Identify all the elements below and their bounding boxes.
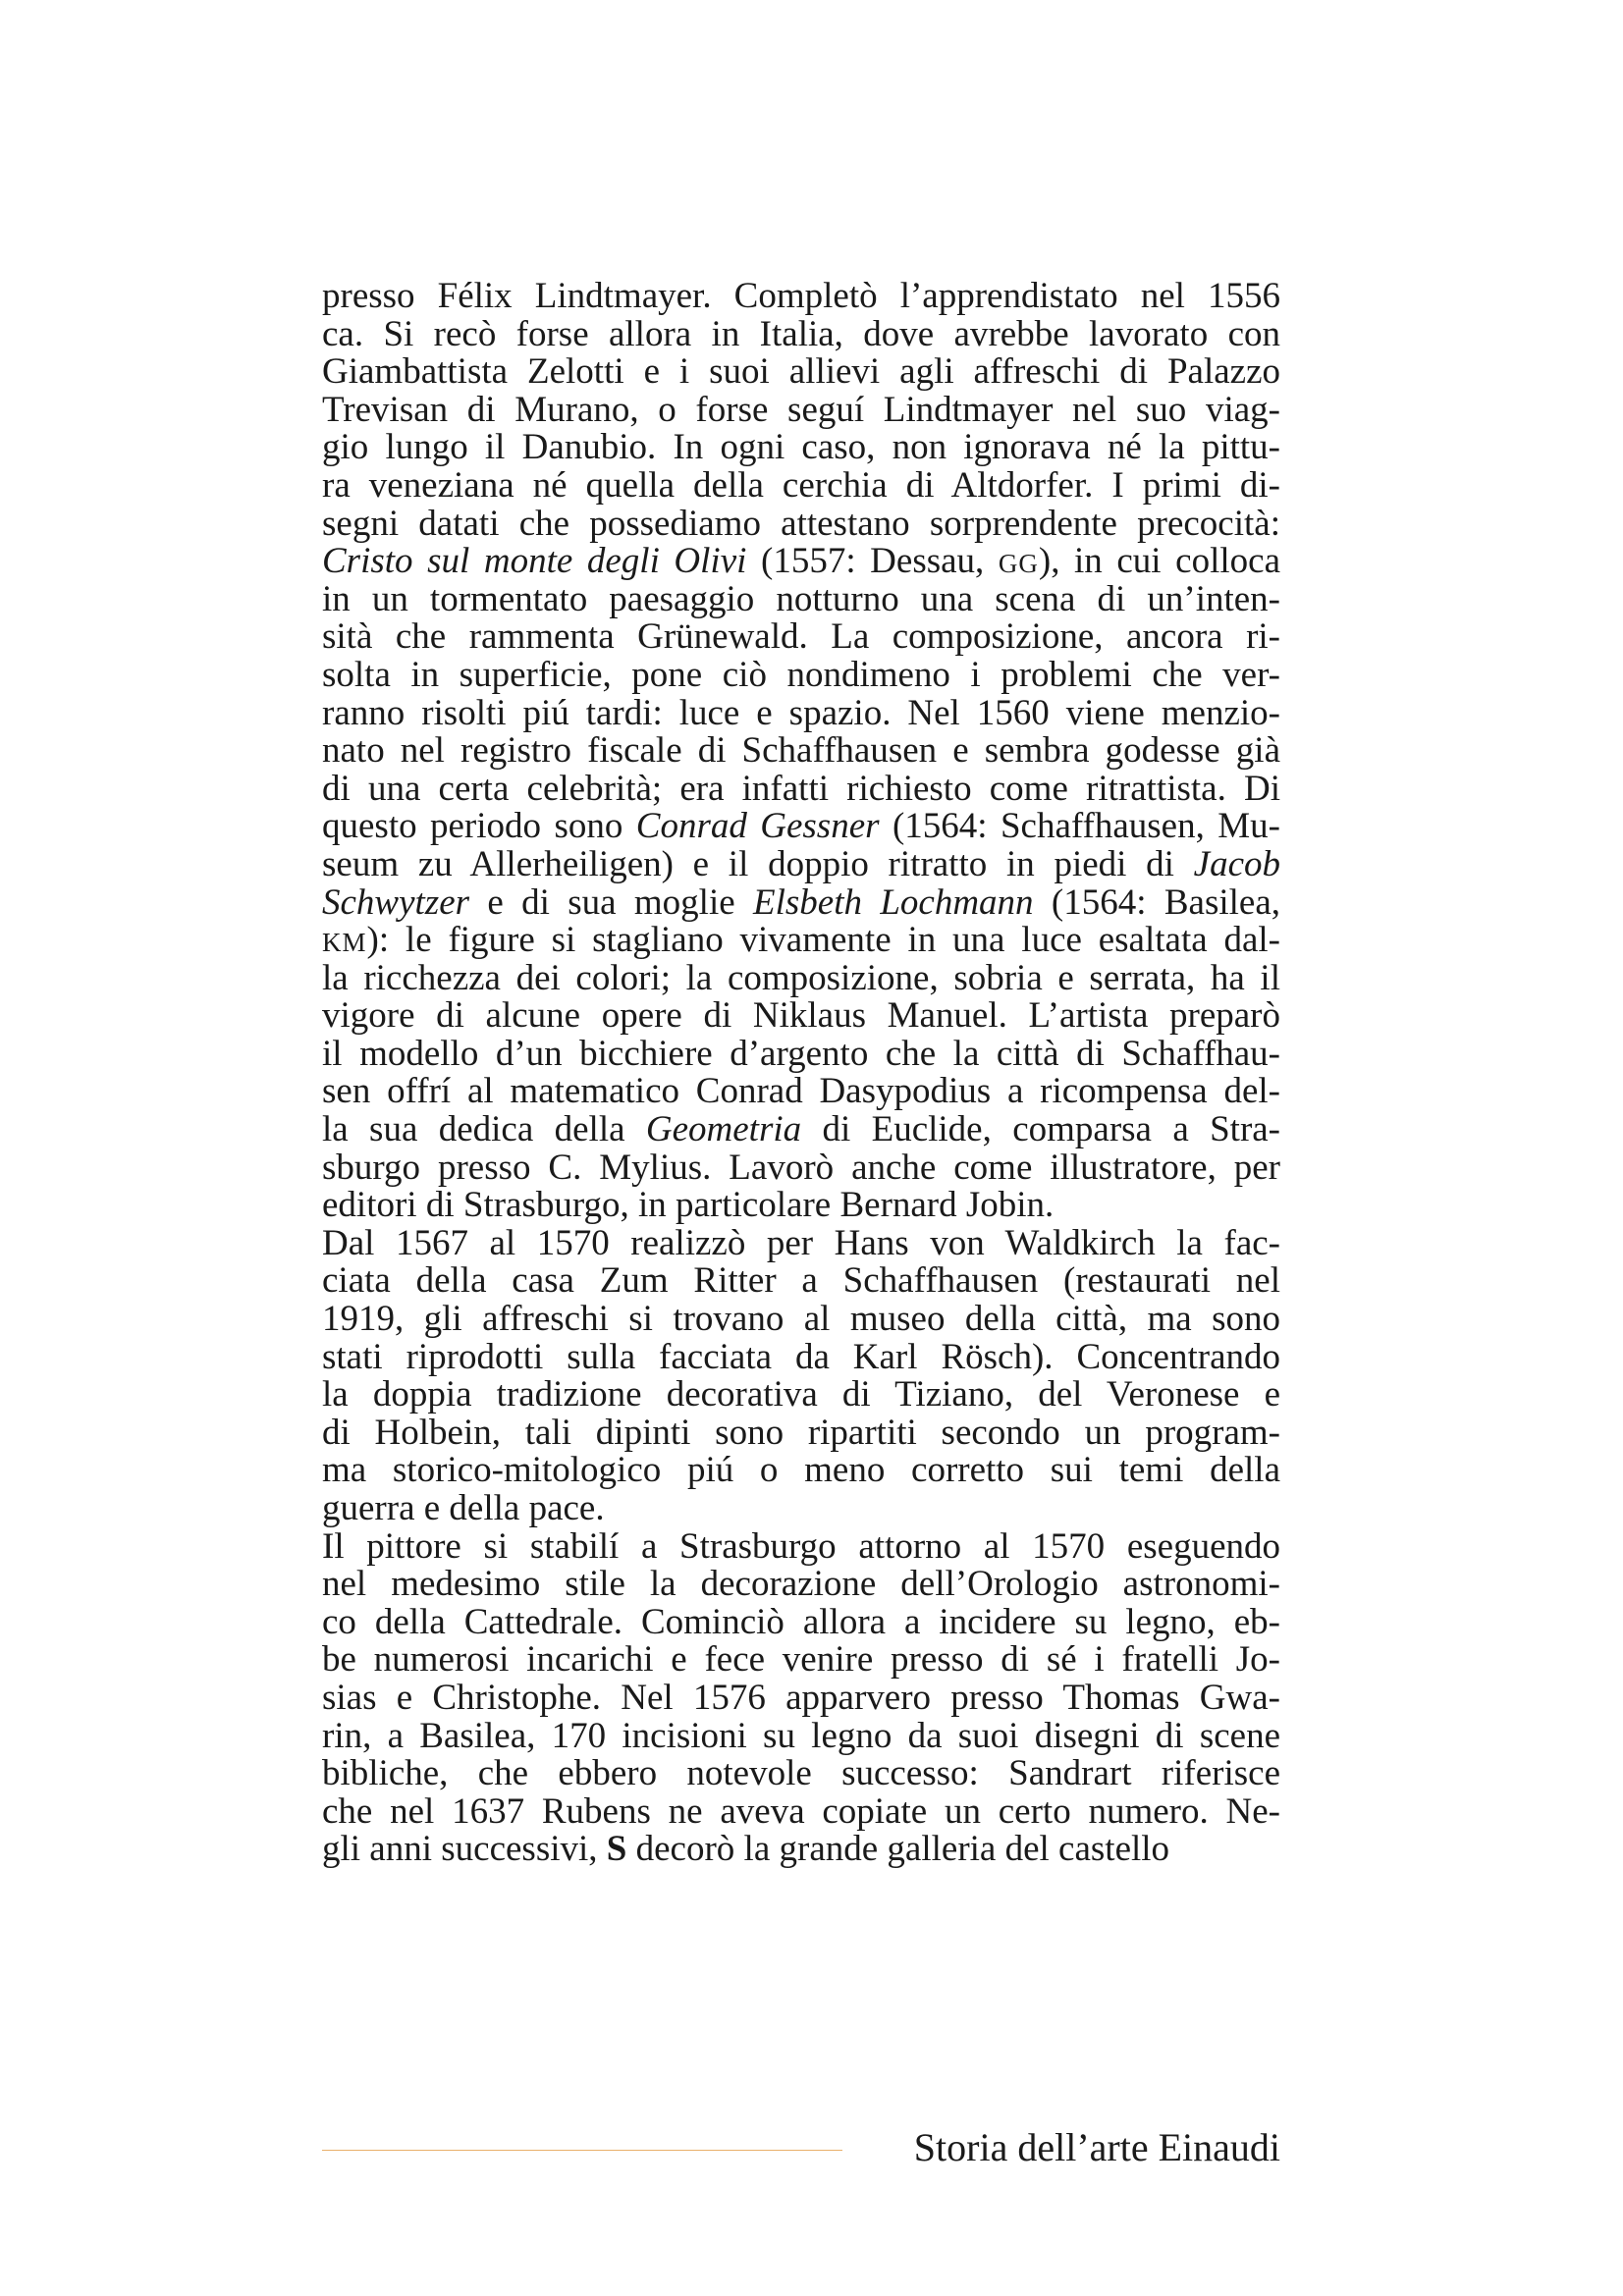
text-segment: bibliche, che ebbero notevole successo: Sandrart riferisce (322, 1755, 1280, 1793)
text-segment: Jacob (1193, 845, 1280, 884)
text-segment: ciata della casa Zum Ritter a Schaffhausen (restaurati nel (322, 1262, 1280, 1302)
text-segment: Geometria (645, 1111, 802, 1149)
text-line (322, 1490, 1280, 1528)
text-segment: ): le figure si stagliano vivamente in una luce esaltata dal- (366, 922, 1280, 960)
text-line (322, 581, 1280, 619)
text-line (322, 732, 1280, 771)
text-line (322, 1415, 1280, 1453)
text-line (322, 1225, 1280, 1263)
text-line (322, 618, 1280, 657)
footer-title: Storia dell’arte Einaudi (913, 2125, 1280, 2169)
text-line (322, 997, 1280, 1036)
footer-rule (322, 2150, 842, 2151)
text-segment: stati riprodotti sulla facciata da Karl Rösch). Concentrando (322, 1338, 1280, 1377)
text-line (322, 1262, 1280, 1301)
text-line (322, 695, 1280, 733)
text-segment: Elsbeth Lochmann (753, 883, 1034, 923)
text-line (322, 1528, 1280, 1567)
text-segment: sias e Christophe. Nel 1576 apparvero presso Thomas Gwa- (322, 1679, 1280, 1718)
text-line (322, 1755, 1280, 1793)
text-line (322, 960, 1280, 998)
text-segment: vigore di alcune opere di Niklaus Manuel. L’artista preparò (322, 997, 1280, 1036)
text-line (322, 808, 1280, 846)
text-segment: 1919, gli affreschi si trovano al museo della città, ma sono (322, 1301, 1280, 1339)
text-line (322, 1718, 1280, 1756)
text-segment: (1564: Basilea, (1033, 883, 1280, 923)
text-segment: ra veneziana né quella della cerchia di Altdorfer. I primi di- (322, 466, 1280, 506)
text-segment: be numerosi incarichi e fece venire presso di sé i fratelli Jo- (322, 1641, 1280, 1680)
text-segment: S (606, 1831, 627, 1869)
text-segment: presso Félix Lindtmayer. Completò l’apprendistato nel 1556 (322, 278, 1280, 316)
text-line (322, 884, 1280, 923)
text-line (322, 392, 1280, 430)
text-segment: ma storico-mitologico piú o meno corretto sui temi della (322, 1452, 1280, 1490)
text-line (322, 1793, 1280, 1832)
text-segment: gio lungo il Danubio. In ogni caso, non ignorava né la pittu- (322, 429, 1280, 467)
text-line (322, 1301, 1280, 1339)
text-line (322, 1339, 1280, 1377)
text-segment: segni datati che possediamo attestano sorprendente precocità: (322, 505, 1280, 544)
text-segment: nato nel registro fiscale di Schaffhausen e sembra godesse già (322, 732, 1280, 771)
text-segment: che nel 1637 Rubens ne aveva copiate un certo numero. Ne- (322, 1792, 1280, 1832)
text-segment: editori di Strasburgo, in particolare Bernard Jobin. (322, 1187, 1055, 1225)
text-segment: Trevisan di Murano, o forse seguí Lindtmayer nel suo viag- (322, 391, 1280, 430)
text-line (322, 1149, 1280, 1188)
text-line (322, 429, 1280, 467)
text-line (322, 771, 1280, 809)
text-segment: di Holbein, tali dipinti sono ripartiti secondo un program- (322, 1414, 1280, 1453)
text-line (322, 1036, 1280, 1074)
text-segment: decorò la grande galleria del castello (626, 1831, 1170, 1869)
body-text (322, 278, 1280, 1869)
text-line (322, 1111, 1280, 1149)
text-line (322, 353, 1280, 392)
text-segment: ranno risolti piú tardi: luce e spazio. Nel 1560 viene menzio- (322, 694, 1280, 733)
text-segment: la ricchezza dei colori; la composizione, sobria e serrata, ha il (322, 959, 1280, 998)
text-segment: Schwytzer (322, 883, 470, 923)
text-segment: seum zu Allerheiligen) e il doppio ritratto in piedi di (322, 845, 1194, 884)
text-segment: GG (998, 549, 1039, 579)
text-segment: Conrad Gessner (635, 808, 880, 846)
text-segment: Dal 1567 al 1570 realizzò per Hans von Waldkirch la fac- (322, 1224, 1280, 1263)
text-line (322, 1680, 1280, 1718)
text-segment: (1557: Dessau, (746, 543, 999, 581)
text-segment: rin, a Basilea, 170 incisioni su legno da suoi disegni di scene (322, 1717, 1280, 1756)
text-line (322, 1452, 1280, 1490)
text-line (322, 1187, 1280, 1225)
text-segment: ca. Si recò forse allora in Italia, dove avrebbe lavorato con (322, 315, 1280, 354)
text-line (322, 922, 1280, 960)
text-segment: la doppia tradizione decorativa di Tiziano, del Veronese e (322, 1376, 1280, 1415)
text-line (322, 506, 1280, 544)
text-segment: sburgo presso C. Mylius. Lavorò anche come illustratore, per (322, 1148, 1280, 1188)
text-segment: sen offrí al matematico Conrad Dasypodius a ricompensa del- (322, 1073, 1280, 1112)
text-line (322, 467, 1280, 506)
text-line (322, 1376, 1280, 1415)
text-segment: ), in cui colloca (1038, 543, 1280, 581)
text-line (322, 278, 1280, 316)
text-segment: questo periodo sono (322, 808, 636, 846)
text-segment: sità che rammenta Grünewald. La composizione, ancora ri- (322, 618, 1280, 657)
text-line (322, 1604, 1280, 1642)
text-segment: (1564: Schaffhausen, Mu- (879, 808, 1280, 846)
text-segment: in un tormentato paesaggio notturno una scena di un’inten- (322, 580, 1280, 619)
text-line (322, 1073, 1280, 1111)
text-segment: guerra e della pace. (322, 1490, 605, 1528)
text-segment: il modello d’un bicchiere d’argento che la città di Schaffhau- (322, 1035, 1280, 1074)
text-line (322, 1831, 1280, 1869)
text-line (322, 316, 1280, 354)
text-segment: di Euclide, comparsa a Stra- (801, 1111, 1280, 1149)
text-line (322, 543, 1280, 581)
text-segment: co della Cattedrale. Cominciò allora a incidere su legno, eb- (322, 1603, 1280, 1642)
text-segment: la sua dedica della (322, 1111, 646, 1149)
text-segment: nel medesimo stile la decorazione dell’Orologio astronomi- (322, 1566, 1280, 1604)
text-segment: Cristo sul monte degli Olivi (322, 543, 747, 581)
text-segment: solta in superficie, pone ciò nondimeno i problemi che ver- (322, 656, 1280, 695)
text-segment: di una certa celebrità; era infatti richiesto come ritrattista. Di (322, 770, 1280, 809)
text-line (322, 657, 1280, 695)
text-segment: Giambattista Zelotti e i suoi allievi agli affreschi di Palazzo (322, 353, 1280, 392)
text-line (322, 1641, 1280, 1680)
text-segment: KM (322, 928, 367, 958)
text-segment: gli anni successivi, (322, 1831, 607, 1869)
text-segment: Il pittore si stabilí a Strasburgo attorno al 1570 eseguendo (322, 1527, 1280, 1567)
text-line (322, 1566, 1280, 1604)
text-line (322, 846, 1280, 884)
text-segment: e di sua moglie (469, 883, 754, 923)
